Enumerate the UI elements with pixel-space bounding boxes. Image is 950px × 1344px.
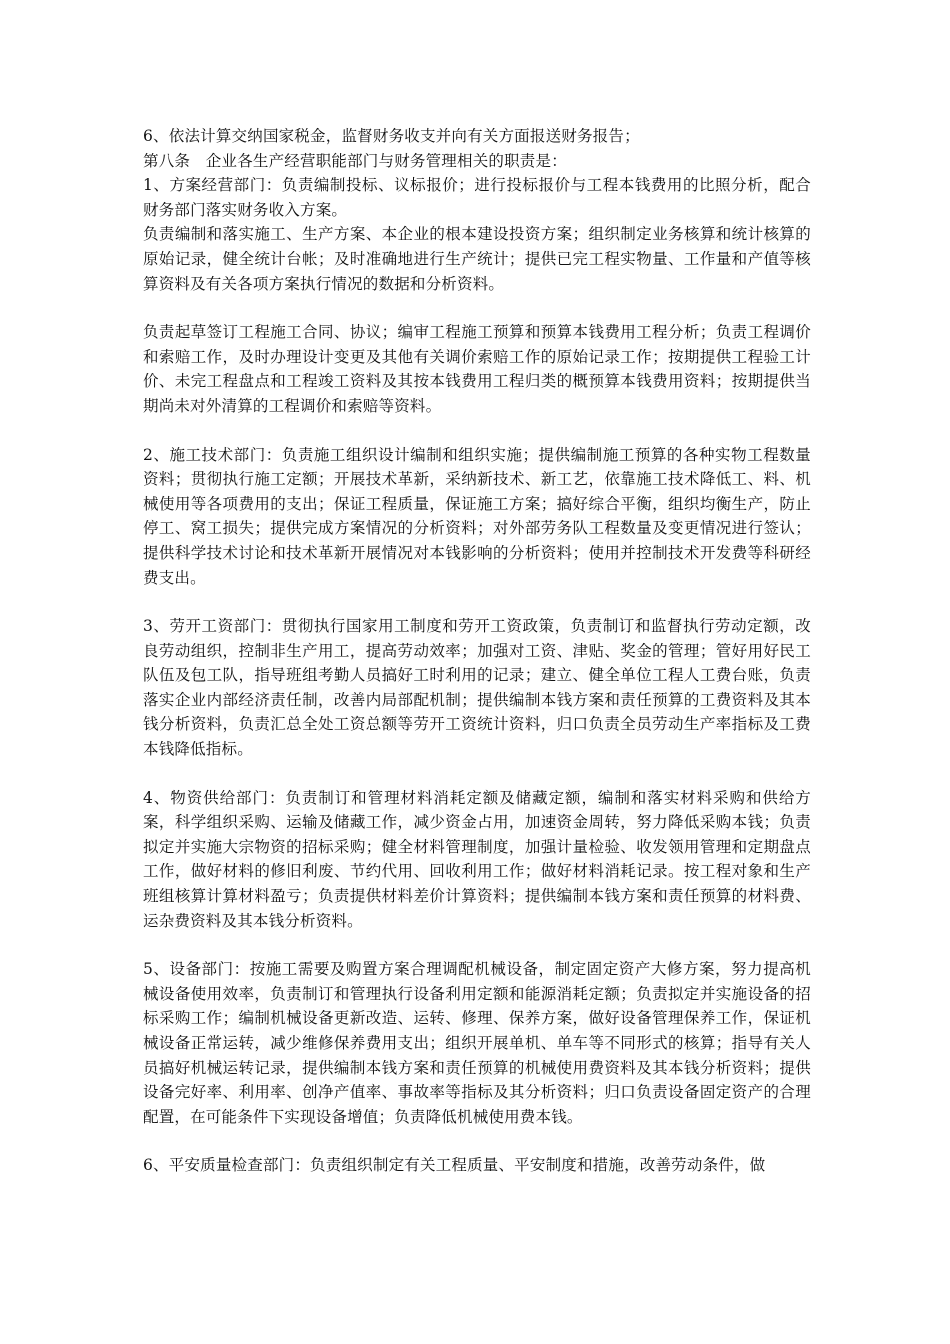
- paragraph-equipment-dept: 5、设备部门：按施工需要及购置方案合理调配机械设备，制定固定资产大修方案，努力提高机械设备使用效率，负责制订和管理执行设备利用定额和能源消耗定额；负责拟定并实施设备的招标采购工作；编制机械设备更新改造、运转、修理、保养方案，做好设备管理保养工作，保证机械设备正常运转，减少维修保养费用支出；组织开展单机、单车等不同形式的核算；指导有关人员搞好机械运转记录，提供编制本钱方案和责任预算的机械使用费资料及其本钱分析资料；提供设备完好率、利用率、创净产值率、事故率等指标及其分析资料；归口负责设备固定资产的合理配置，在可能条件下实现设备增值；负责降低机械使用费本钱。: [143, 960, 811, 1126]
- paragraph-planning-duties: 负责编制和落实施工、生产方案、本企业的根本建设投资方案；组织制定业务核算和统计核算的原始记录，健全统计台帐；及时准确地进行生产统计；提供已完工程实物量、工作量和产值等核算资料及有关各项方案执行情况的数据和分析资料。: [143, 225, 811, 293]
- paragraph-construction-tech-dept: 2、施工技术部门：负责施工组织设计编制和组织实施；提供编制施工预算的各种实物工程数量资料；贯彻执行施工定额；开展技术革新，采纳新技术、新工艺，依靠施工技术降低工、料、机械使用等各项费用的支出；保证工程质量，保证施工方案；搞好综合平衡，组织均衡生产，防止停工、窝工损失；提供完成方案情况的分析资料；对外部劳务队工程数量及变更情况进行签认；提供科学技术讨论和技术革新开展情况对本钱影响的分析资料；使用并控制技术开发费等科研经费支出。: [143, 445, 811, 587]
- paragraph-material-supply-dept: 4、物资供给部门：负责制订和管理材料消耗定额及储藏定额，编制和落实材料采购和供给方案，科学组织采购、运输及储藏工作，减少资金占用，加速资金周转，努力降低采购本钱；负责拟定并实施大宗物资的招标采购；健全材料管理制度，加强计量检验、收发领用管理和定期盘点工作，做好材料的修旧利废、节约代用、回收利用工作；做好材料消耗记录。按工程对象和生产班组核算计算材料盈亏；负责提供材料差价计算资料；提供编制本钱方案和责任预算的材料费、运杂费资料及其本钱分析资料。: [143, 788, 811, 930]
- paragraph-tax-duty: 6、依法计算交纳国家税金，监督财务收支并向有关方面报送财务报告；: [143, 127, 640, 145]
- paragraph-safety-quality-dept: 6、平安质量检查部门：负责组织制定有关工程质量、平安制度和措施，改善劳动条件，做: [143, 1156, 766, 1175]
- document-body: [143, 124, 811, 1178]
- paragraph-article-8: 第八条 企业各生产经营职能部门与财务管理相关的职责是：: [143, 151, 567, 170]
- paragraph-contract-duties: 负责起草签订工程施工合同、协议；编审工程施工预算和预算本钱费用工程分析；负责工程调价和索赔工作，及时办理设计变更及其他有关调价索赔工作的原始记录工作；按期提供工程验工计价、未完工程盘点和工程竣工资料及其按本钱费用工程归类的概预算本钱费用资料；按期提供当期尚未对外清算的工程调价和索赔等资料。: [143, 323, 811, 415]
- paragraph-labor-wage-dept: 3、劳开工资部门：贯彻执行国家用工制度和劳开工资政策，负责制订和监督执行劳动定额，改良劳动组织，控制非生产用工，提高劳动效率；加强对工资、津贴、奖金的管理；管好用好民工队伍及包工队，指导班组考勤人员搞好工时利用的记录；建立、健全单位工程人工费台账，负责落实企业内部经济责任制，改善内局部配机制；提供编制本钱方案和责任预算的工费资料及其本钱分析资料，负责汇总全处工资总额等劳开工资统计资料，归口负责全员劳动生产率指标及工费本钱降低指标。: [143, 617, 811, 759]
- paragraph-planning-dept: 1、方案经营部门：负责编制投标、议标报价；进行投标报价与工程本钱费用的比照分析，配合财务部门落实财务收入方案。: [143, 176, 811, 219]
